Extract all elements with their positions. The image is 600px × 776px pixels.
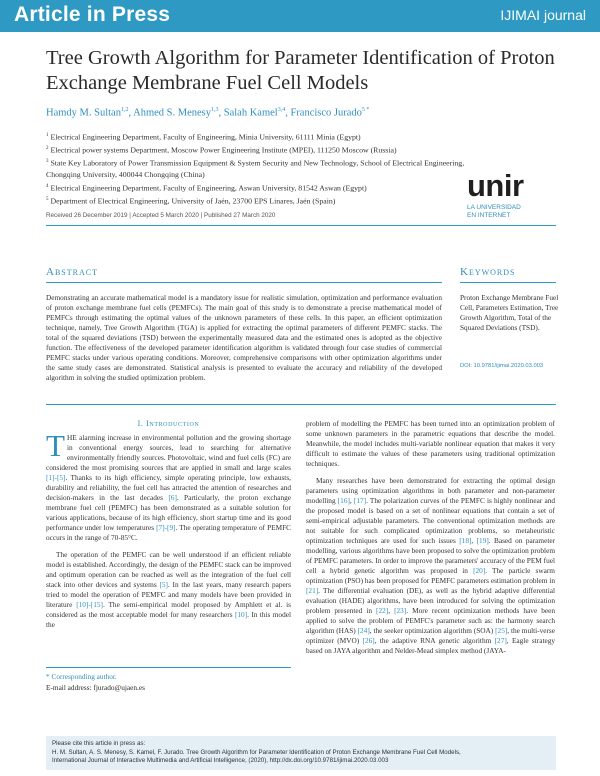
keywords-text: Proton Exchange Membrane Fuel Cell, Parameters Estimation, Tree Growth Algorithm, Total of the Squared Deviations (TSD). <box>460 293 559 332</box>
intro-text: . In the last years, many research papers tried to model the operation of PEMFC and many models have been provided in literature <box>46 580 292 609</box>
journal-name: IJIMAI journal <box>500 7 586 23</box>
abstract-text: Demonstrating an accurate mathematical model is a mandatory issue for realistic simulation, optimization and performance evaluation of proton exchange membrane fuel cells (PEMFCs). The main goal of this study is to demonstrate a precise mathematical model of PEMFCs through estimating the optimal values of the unknown parameters of these cells. In this paper, an efficient optimization technique, namely, Tree Growth Algorithm (TGA) is applied for extracting the optimal parameters of different PEMFC stacks. The total of the squared deviations (TSD) between the experimentally measured data and the estimated ones is adopted as the objective function. The effectiveness of the developed parameter identification algorithm is validated through four case studies of commercial PEMFC stacks under various operating conditions. Moreover, comprehensive comparisons with other optimization algorithms under the same study cases are demonstrated. Statistical analysis is presented to evaluate the accuracy and reliability of the developed algorithm in solving the studied optimization problem. <box>46 293 442 382</box>
author-name: Ahmed S. Menesy <box>133 107 212 119</box>
doi-link[interactable]: DOI: 10.9781/ijimai.2020.03.003 <box>460 363 544 369</box>
intro-text: Many researches have been demonstrated for extracting the optimal design parameters using optimization algorithms in both parameter and non-parameter modelling <box>306 476 555 505</box>
author-separator: , <box>285 107 291 119</box>
author-separator: , <box>128 107 134 119</box>
citation-link[interactable]: [16] <box>337 496 350 505</box>
citation-link[interactable]: [19] <box>476 536 489 545</box>
author-affil-marker: 5 * <box>361 107 370 113</box>
intro-text: . The operating temperature of PEMFC occurs in the range of 70-85°C. <box>46 523 292 542</box>
body-divider <box>46 404 556 405</box>
author-affil-marker: 1,2 <box>120 107 129 113</box>
citation-link[interactable]: [27] <box>494 636 507 645</box>
affiliation-item <box>46 143 486 156</box>
citation-link[interactable]: [7]-[9] <box>156 523 176 532</box>
header-banner <box>0 0 600 32</box>
column-right <box>306 419 555 663</box>
author-name: Hamdy M. Sultan <box>46 107 121 119</box>
citation-link[interactable]: [22] <box>376 606 389 615</box>
unir-logo-tagline-2: EN INTERNET <box>467 212 511 219</box>
citation-link[interactable]: [18] <box>459 536 472 545</box>
corresponding-author <box>46 667 291 693</box>
intro-text: . More recent optimization methods have been applied to solve the problem of PEMFC's parameter such as: the harmony search algorithm (HAS) <box>306 606 555 635</box>
affiliation-text: Electrical Engineering Department, Faculty of Engineering, Minia University, 61111 Minia (Egypt) <box>50 132 361 142</box>
intro-text: . The differential evaluation (DE), as well as the hybrid adaptive differential evaluation (HADE) algorithms, have been introduced for solving the optimization problem presented in <box>306 586 555 615</box>
affiliation-text: Electrical Engineering Department, Faculty of Engineering, Aswan University, 81542 Aswan (Egypt) <box>50 183 367 193</box>
intro-text: . In this model the <box>46 610 291 629</box>
affiliation-item <box>46 130 486 143</box>
affiliation-marker: 5 <box>46 196 49 202</box>
publication-dates: Received 26 December 2019 | Accepted 5 March 2020 | Published 27 March 2020 <box>46 212 276 219</box>
citation-intro: Please cite this article in press as: <box>52 740 146 747</box>
author-name: Salah Kamel <box>223 107 278 119</box>
citation-link[interactable]: [5] <box>159 580 168 589</box>
abstract-heading: Abstract <box>46 266 98 278</box>
affiliation-marker: 2 <box>46 146 49 152</box>
author-affil-marker: 1,3 <box>211 107 219 113</box>
affiliation-marker: 1 <box>46 133 49 138</box>
citation-link[interactable]: [1]-[5] <box>46 473 66 482</box>
corresponding-author-email[interactable]: E-mail address: fjurado@ujaen.es <box>46 682 145 692</box>
intro-text: . Based on parameter modelling, various algorithms have been proposed to solve the optimization problem of PEMFC parameters. In order to improve the parameters' accuracy of the PEM fuel cell a hybrid genetic algorithm was proposed in <box>306 536 556 575</box>
corresponding-author-label: * Corresponding author. <box>46 672 117 681</box>
affiliation-list <box>46 130 486 207</box>
intro-text: . The semi-empirical model proposed by Amphlett et al. is considered as the most acceptable model for many researchers <box>46 600 291 619</box>
intro-text: , the seeker optimization algorithm (SOA) <box>369 626 496 635</box>
column-left <box>46 428 292 637</box>
affiliation-text: State Key Laboratory of Power Transmission Equipment & System Security and New Technology, School of Electrical Engineering, Chongqing University, 400044 Chongqing (China) <box>46 158 465 180</box>
affiliation-item <box>46 194 486 207</box>
citation-link[interactable]: [10] <box>234 610 248 619</box>
intro-text: . Particularly, the proton exchange membrane fuel cell (PEMFC) has been demonstrated as a suitable solution for various applications, because of its high efficiency, short startup time and its good performance under low temperatures <box>46 493 291 532</box>
unir-logo-word: unir <box>467 168 524 203</box>
citation-link[interactable]: [25] <box>495 626 508 635</box>
affiliation-text: Electrical power systems Department, Moscow Power Engineering Institute (MPEI), 111250 Moscow (Russia) <box>50 145 397 155</box>
author-affil-marker: 3,4 <box>277 107 286 113</box>
citation-link[interactable]: [10]-[15] <box>76 600 103 609</box>
abstract-heading-rule <box>46 282 442 283</box>
affiliation-text: Department of Electrical Engineering, University of Jaén, 23700 EPS Linares, Jaén (Spain) <box>50 196 336 206</box>
intro-paragraph-3: problem of modelling the PEMFC has been turned into an optimization problem of some unknown parameters in the parametric equations that describe the model. Meanwhile, the model includes multi-variable nonlinear equation that makes it very difficult to estimate the values of these parameters using traditional optimization techniques. <box>306 419 555 468</box>
citation-link[interactable]: [21] <box>306 586 319 595</box>
drop-cap: T <box>46 428 65 463</box>
article-status-label: Article in Press <box>14 3 171 26</box>
affiliation-item <box>46 156 486 181</box>
intro-paragraph-2 <box>46 550 291 630</box>
citation-journal: International Journal of Interactive Multimedia and Artificial Intelligence, (2020), http://dx.doi.org/10.9781/ijimai.2020.03.003 <box>52 757 389 765</box>
affiliation-marker: 4 <box>46 183 49 189</box>
citation-link[interactable]: [20] <box>473 566 486 575</box>
citation-box <box>46 736 556 770</box>
intro-text: HE alarming increase in environmental pollution and the growing shortage in conventional energy sources, lead to searching for alternative environmentally friendly sources. Photovoltaic, wind and fuel cells (FC) are considered the most promising sources that are applied in small and large scales <box>46 433 291 472</box>
affiliation-item <box>46 181 486 194</box>
intro-text: , the adaptive RNA genetic algorithm <box>374 636 495 645</box>
citation-link[interactable]: [26] <box>362 636 375 645</box>
author-separator: , <box>218 107 224 119</box>
paper-title: Tree Growth Algorithm for Parameter Identification of Proton Exchange Membrane Fuel Cell Models <box>46 47 555 94</box>
unir-logo-tagline-1: LA UNIVERSIDAD <box>467 204 521 211</box>
intro-paragraph-1 <box>46 428 292 543</box>
header-divider <box>46 225 556 226</box>
intro-text: , the multi-verse optimizer (MVO) <box>306 626 556 645</box>
intro-paragraph-4: Many researches have been demonstrated for extracting the optimal design parameters using optimization algorithms in both parameter and non-parameter modelling [16], [17]. The polarization curves of the PEMFC is highly nonlinear and the proposed model is based on a set of nonlinear equations that contain a set of semi-empirical adjustable parameters. The conventional optimization methods are not suitable for such complicated optimization problems, so metaheuristic optimization techniques are used for such issues [18], [19]. Based on parameter modelling, various algorithms have been proposed to solve the optimization problem of PEMFC parameters. In order to improve the parameters' accuracy of the PEM fuel cell a hybrid genetic algorithm was proposed in [20]. The particle swarm optimization (PSO) has been proposed for PEMFC parameters estimation problem in [21]. The differential evaluation (DE), as well as the hybrid adaptive differential evaluation (HADE) algorithms, have been introduced for solving the optimization problem presented in [22], [23]. More recent optimization methods have been applied to solve the problem of PEMFC's parameter such as: the harmony search algorithm (HAS) [24], the seeker optimization algorithm (SOA) [25], the multi-verse optimizer (MVO) [26], the adaptive RNA genetic algorithm [27], Eagle strategy based on JAYA algorithm and Nelder-Mead simplex method (JAYA- <box>306 476 556 655</box>
unir-logo <box>467 170 557 220</box>
intro-text: . Thanks to its high efficiency, simple operating principle, low exhausts, durability and reliability, the fuel cell has attracted the attention of researches and decision-makers in the last decades <box>46 473 291 502</box>
introduction-heading: I. Introduction <box>137 419 200 428</box>
citation-link[interactable]: [24] <box>357 626 370 635</box>
intro-text: , Eagle strategy based on JAYA algorithm and Nelder-Mead simplex method (JAYA- <box>306 636 556 655</box>
citation-link[interactable]: [23] <box>394 606 407 615</box>
author-name: Francisco Jurado <box>290 107 362 119</box>
affiliation-marker: 3 <box>46 159 49 165</box>
citation-link[interactable]: [6] <box>168 493 177 502</box>
keywords-heading: Keywords <box>460 266 516 278</box>
citation-reference: H. M. Sultan, A. S. Menesy, S. Kamel, F. Jurado. Tree Growth Algorithm for Parameter Identification of Proton Exchange Membrane Fuel Cell Models, <box>52 748 461 756</box>
keywords-heading-rule <box>460 282 556 283</box>
intro-text: . The particle swarm optimization (PSO) has been proposed for PEMFC parameters estimation problem in <box>306 566 555 585</box>
author-list <box>46 107 369 119</box>
intro-text: The operation of the PEMFC can be well understood if an efficient reliable model is established. Accordingly, the design of the PEMFC stack can be improved and optimum operation can be reached as well as the integration of the fuel cell stack into other devices and systems <box>46 550 291 589</box>
intro-text: . The polarization curves of the PEMFC is highly nonlinear and the proposed model is based on a set of nonlinear equations that contain a set of semi-empirical adjustable parameters. The conventional optimization methods are not suitable for such complicated optimization problems, so metaheuristic optimization techniques are used for such issues <box>306 496 556 545</box>
citation-link[interactable]: [17] <box>353 496 367 505</box>
